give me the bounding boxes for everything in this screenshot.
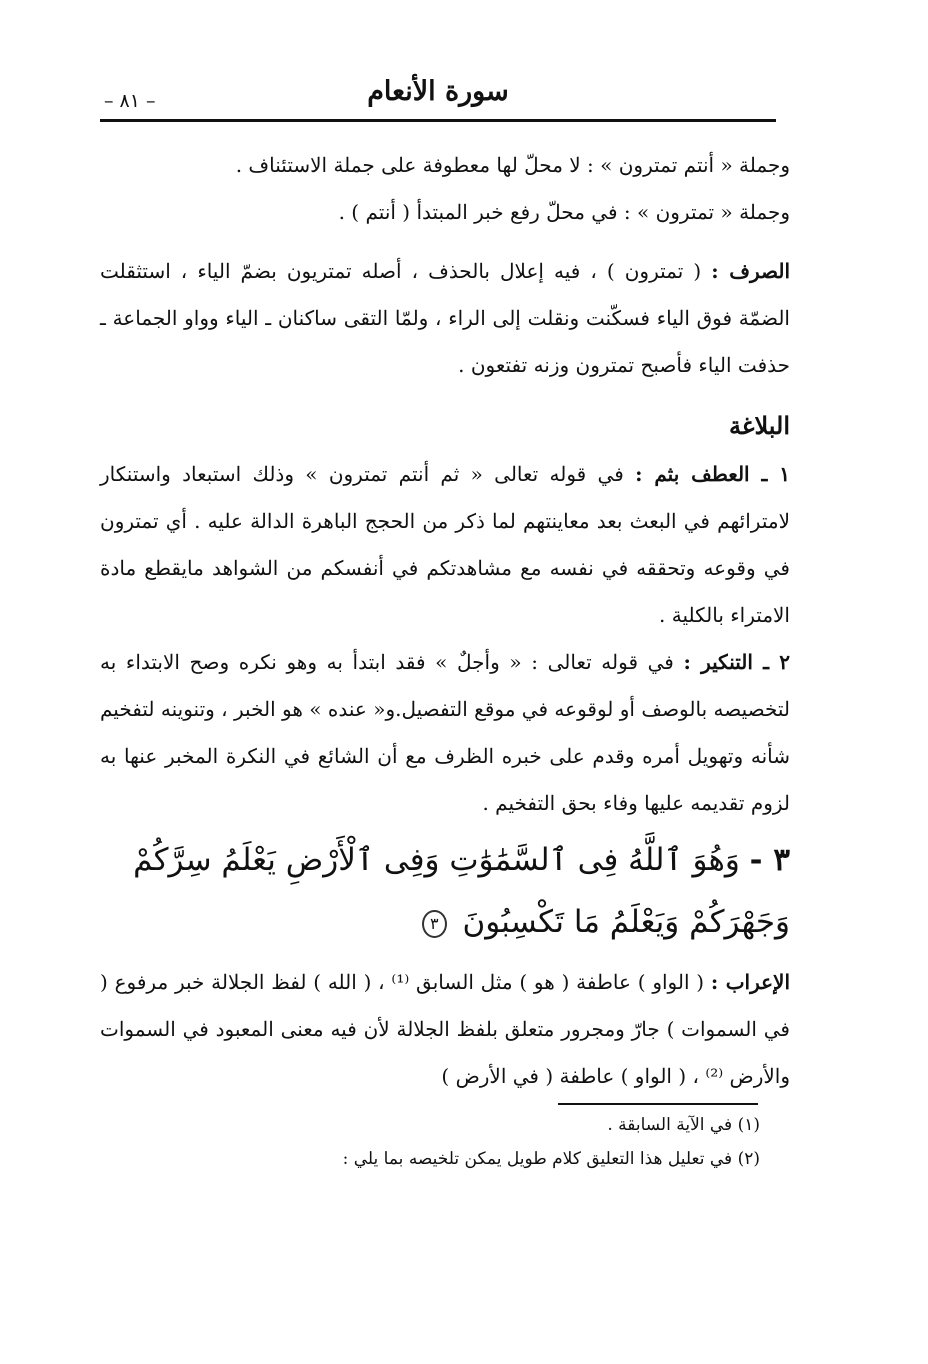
balagha-item-1-label: ١ ـ العطف بثم : [635,462,791,486]
footnote-2: (٢) في تعليل هذا التعليق كلام طويل يمكن تلخيصه بما يلي : [342,1149,760,1169]
page-number: – ٨١ – [104,90,156,112]
sura-title: سورة الأنعام [367,76,509,107]
balagha-item-1 [100,451,790,639]
irab-text: ( الواو ) عاطفة ( هو ) مثل السابق ⁽¹⁾ ، ( الله ) لفظ الجلالة خبر مرفوع ( في السموات ) جارّ ومجرور متعلق بلفظ الجلالة لأن فيه معنى المعبود في السموات والأرض ⁽²⁾ ، ( الواو ) عاطفة ( في الأرض ) [100,970,790,1088]
irab-paragraph [100,959,790,1100]
verse-text: وَهُوَ ٱللَّهُ فِى ٱلسَّمَٰوَٰتِ وَفِى ٱلْأَرْضِ يَعْلَمُ سِرَّكُمْ وَجَهْرَكُمْ وَيَعْلَمُ مَا تَكْسِبُونَ [133,842,790,940]
balagha-item-2 [100,639,790,827]
spacer [100,236,790,248]
balagha-item-1-text: في قوله تعالى « ثم أنتم تمترون » وذلك استبعاد واستنكار لامترائهم في البعث بعد معاينتهم لما ذكر من الحجج الباهرة الدالة عليه . أي تمترون في وقوعه وتحققه في نفسه مع مشاهدتكم في أنفسكم من الشواهد مايقطع مادة الامتراء بالكلية . [100,462,790,627]
main-text [100,142,790,1100]
balagha-heading: البلاغة [729,411,790,440]
footnote-1: (١) في الآية السابقة . [607,1115,760,1135]
sarf-text: ( تمترون ) ، فيه إعلال بالحذف ، أصله تمتريون بضمّ الياء ، استثقلت الضمّة فوق الياء فسكّنت ونقلت إلى الراء ، ولمّا التقى ساكنان ـ الياء وواو الجماعة ـ حذفت الياء فأصبح تمترون وزنه تفتعون . [100,259,790,377]
spacer [100,389,790,401]
quran-verse [100,829,790,953]
ayah-end-mark-icon: ٣ [422,910,447,938]
header-divider [100,119,776,122]
balagha-item-2-label: ٢ ـ التنكير : [683,650,791,674]
sarf-paragraph [100,248,790,389]
footnote-divider [558,1103,758,1105]
balagha-item-2-text: في قوله تعالى : « وأجلٌ » فقد ابتدأ به وهو نكره وصح الابتداء به لتخصيصه بالوصف أو لوقوعه في موقع التفصيل.و« عنده » هو الخبر ، وتنوينه لتفخيم شأنه وتهويل أمره وقدم على خبره الظرف مع أن الشائع في النكرة المخبر عنها به لزوم تقديمه عليها وفاء بحق التفخيم . [100,650,790,815]
sentence-note-1: وجملة « أنتم تمترون » : لا محلّ لها معطوفة على جملة الاستئناف . [235,153,790,177]
irab-label: الإعراب : [710,970,791,994]
page-header [100,68,776,120]
footnotes [300,1108,760,1176]
sarf-label: الصرف : [711,259,791,283]
verse-number: ٣ - [749,842,790,878]
sentence-note-2: وجملة « تمترون » : في محلّ رفع خبر المبتدأ ( أنتم ) . [338,200,790,224]
